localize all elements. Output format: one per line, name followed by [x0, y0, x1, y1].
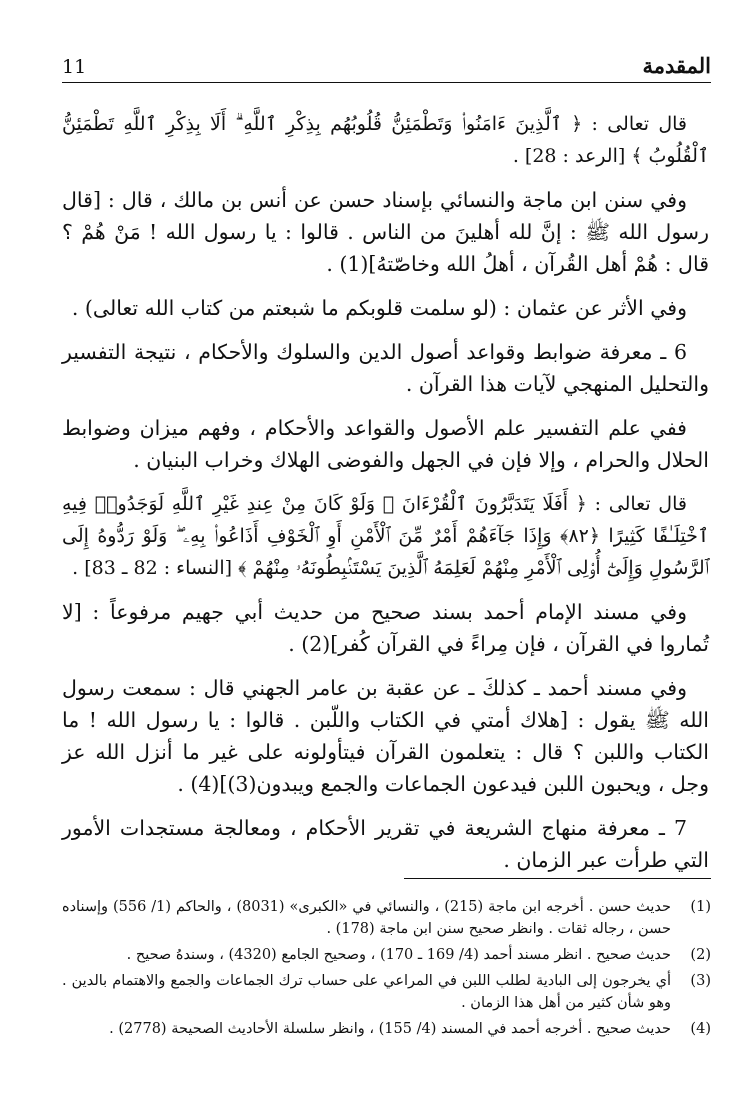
paragraph-tafsir-usul: ففي علم التفسير علم الأصول والقواعد والأحكام ، وفهم ميزان وضوابط الحلال والحرام ، وإلا فإن في الجهل والفوضى الهلاك وخراب البنيان .	[62, 416, 709, 472]
main-text	[62, 108, 709, 888]
footnote-number: (3)	[690, 973, 711, 989]
footnote-number: (1)	[690, 899, 711, 915]
running-header	[62, 44, 711, 83]
paragraph-point-6: 6 ـ معرفة ضوابط وقواعد أصول الدين والسلوك والأحكام ، نتيجة التفسير والتحليل المنهجي لآيات هذا القرآن .	[62, 340, 709, 396]
footnote-item	[62, 896, 711, 940]
chapter-title: المقدمة	[642, 53, 711, 78]
paragraph-quran-raad: قال تعالى : ﴿ ٱلَّذِينَ ءَامَنُوا۟ وَتَطْمَئِنُّ قُلُوبُهُم بِذِكْرِ ٱللَّهِ ۗ أَلَا بِذِكْرِ ٱللَّهِ تَطْمَئِنُّ ٱلْقُلُوبُ ﴾ [الرعد : 28] .	[62, 113, 709, 167]
footnote-item	[62, 1018, 711, 1040]
footnote-text: حديث صحيح . أخرجه أحمد في المسند (4/ 155) ، وانظر سلسلة الأحاديث الصحيحة (2778) .	[109, 1021, 671, 1037]
paragraph-point-7: 7 ـ معرفة منهاج الشريعة في تقرير الأحكام ، ومعالجة مستجدات الأمور التي طرأت عبر الزمان .	[62, 816, 709, 872]
paragraph-hadith-mira: وفي مسند الإمام أحمد بسند صحيح من حديث أبي جهيم مرفوعاً : [لا تُماروا في القرآن ، فإن مِراءً في القرآن كُفر](2) .	[62, 600, 709, 656]
footnote-text: حديث صحيح . انظر مسند أحمد (4/ 169 ـ 170) ، وصحيح الجامع (4320) ، وسندهُ صحيح .	[126, 947, 671, 963]
paragraph-hadith-ahl-quran: وفي سنن ابن ماجة والنسائي بإسناد حسن عن أنس بن مالك ، قال : [قال رسول الله ﷺ : إنَّ لله أهلينَ من الناس . قالوا : يا رسول الله ! مَنْ هُمْ ؟ قال : هُمْ أهل القُرآن ، أهلُ الله وخاصّتهُ](1) .	[62, 188, 709, 276]
footnote-separator	[404, 878, 711, 879]
footnote-text: حديث حسن . أخرجه ابن ماجة (215) ، والنسائي في «الكبرى» (8031) ، والحاكم (1/ 556) وإسناده حسن ، رجاله ثقات . وانظر صحيح سنن ابن ماجة (178) .	[62, 899, 672, 937]
paragraph-quran-nisa: قال تعالى : ﴿ أَفَلَا يَتَدَبَّرُونَ ٱلْقُرْءَانَ ۚ وَلَوْ كَانَ مِنْ عِندِ غَيْرِ ٱللَّهِ لَوَجَدُوا۟ فِيهِ ٱخْتِلَـٰفًا كَثِيرًا ﴿٨٢﴾ وَإِذَا جَآءَهُمْ أَمْرٌ مِّنَ ٱلْأَمْنِ أَوِ ٱلْخَوْفِ أَذَاعُوا۟ بِهِۦ ۖ وَلَوْ رَدُّوهُ إِلَى ٱلرَّسُولِ وَإِلَىٰٓ أُو۟لِى ٱلْأَمْرِ مِنْهُمْ لَعَلِمَهُ ٱلَّذِينَ يَسْتَنۢبِطُونَهُۥ مِنْهُمْ ﴾ [النساء : 82 ـ 83] .	[62, 493, 709, 579]
footnote-item	[62, 970, 711, 1014]
footnote-number: (4)	[690, 1021, 711, 1037]
footnote-text: أي يخرجون إلى البادية لطلب اللبن في المراعي على حساب ترك الجماعات والجمع والاهتمام بالدين . وهو شأن كثير من أهل هذا الزمان .	[62, 973, 671, 1011]
footnotes	[62, 896, 711, 1044]
paragraph-hadith-uqba: وفي مسند أحمد ـ كذلكَ ـ عن عقبة بن عامر الجهني قال : سمعت رسول الله ﷺ يقول : [هلاك أمتي في الكتاب واللّبن . قالوا : يا رسول الله ! ما الكتاب واللبن ؟ قال : يتعلمون القرآن فيتأولونه على غير ما أنزل الله عز وجل ، ويحبون اللبن فيدعون الجماعات والجمع ويبدون(3)](4) .	[62, 676, 709, 796]
footnote-item	[62, 944, 711, 966]
footnote-number: (2)	[690, 947, 711, 963]
paragraph-athar-uthman: وفي الأثر عن عثمان : (لو سلمت قلوبكم ما شبعتم من كتاب الله تعالى) .	[71, 296, 687, 320]
page-number: 11	[62, 56, 87, 78]
